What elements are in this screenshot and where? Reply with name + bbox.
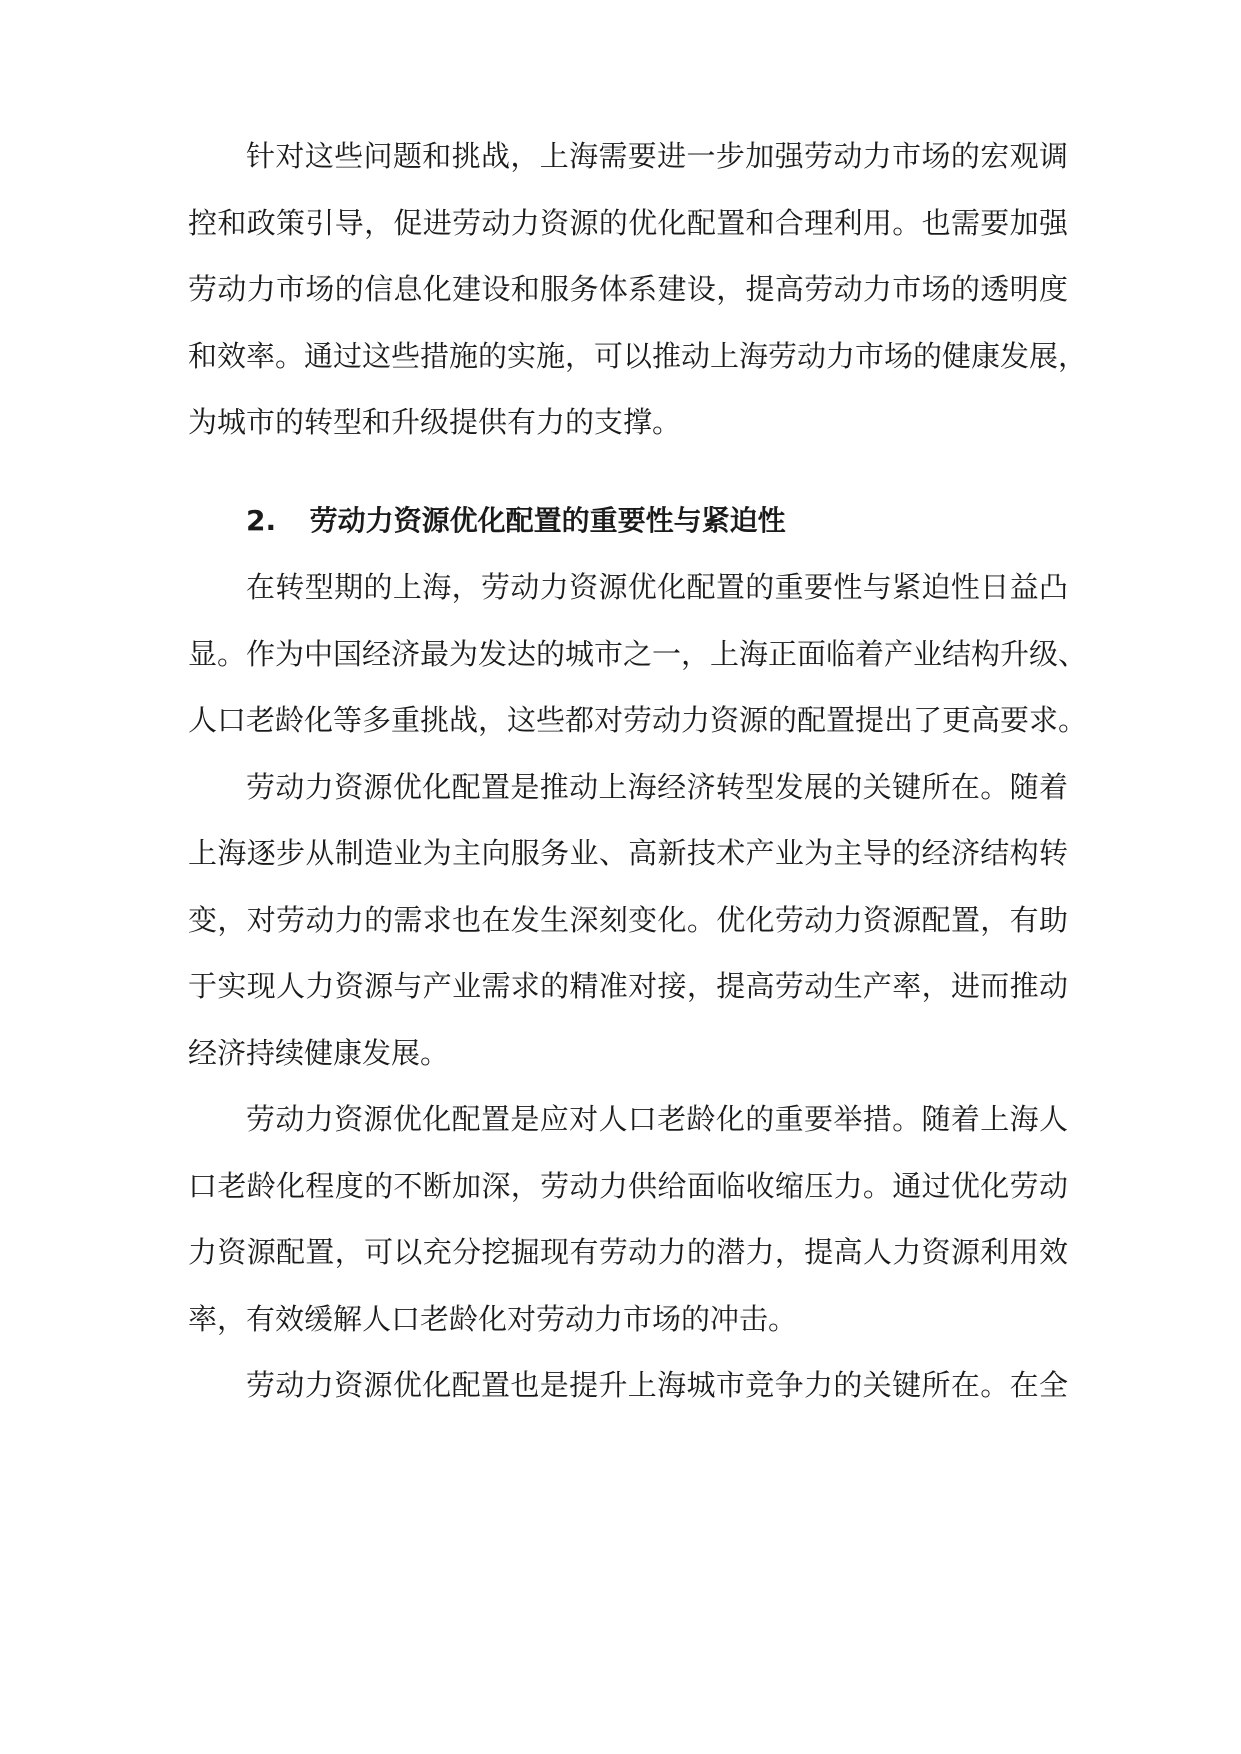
- section-paragraph-2-line-4: 于实现人力资源与产业需求的精准对接，提高劳动生产率，进而推动: [188, 969, 1068, 1003]
- section-paragraph-3-line-2: 口老龄化程度的不断加深，劳动力供给面临收缩压力。通过优化劳动: [188, 1169, 1068, 1203]
- section-paragraph-3-line-4: 率，有效缓解人口老龄化对劳动力市场的冲击。: [188, 1302, 798, 1336]
- section-paragraph-4-line-1: 劳动力资源优化配置也是提升上海城市竞争力的关键所在。在全: [246, 1368, 1068, 1402]
- section-paragraph-2-line-1: 劳动力资源优化配置是推动上海经济转型发展的关键所在。随着: [246, 770, 1068, 804]
- section-paragraph-3-line-3: 力资源配置，可以充分挖掘现有劳动力的潜力，提高人力资源利用效: [188, 1235, 1068, 1269]
- section-heading-title: 劳动力资源优化配置的重要性与紧迫性: [309, 504, 786, 537]
- section-heading: [246, 501, 786, 541]
- section-paragraph-1-line-2: 显。作为中国经济最为发达的城市之一，上海正面临着产业结构升级、: [188, 637, 1088, 671]
- section-paragraph-1-line-3: 人口老龄化等多重挑战，这些都对劳动力资源的配置提出了更高要求。: [188, 703, 1088, 737]
- paragraph-1-line-3: 劳动力市场的信息化建设和服务体系建设，提高劳动力市场的透明度: [188, 272, 1068, 306]
- section-paragraph-2-line-2: 上海逐步从制造业为主向服务业、高新技术产业为主导的经济结构转: [188, 836, 1068, 870]
- section-paragraph-2-line-5: 经济持续健康发展。: [188, 1036, 450, 1070]
- paragraph-1-line-5: 为城市的转型和升级提供有力的支撑。: [188, 405, 682, 439]
- paragraph-1-line-4: 和效率。通过这些措施的实施，可以推动上海劳动力市场的健康发展，: [188, 339, 1088, 373]
- paragraph-1-line-2: 控和政策引导，促进劳动力资源的优化配置和合理利用。也需要加强: [188, 206, 1068, 240]
- section-paragraph-2-line-3: 变，对劳动力的需求也在发生深刻变化。优化劳动力资源配置，有助: [188, 903, 1068, 937]
- paragraph-1-line-1: 针对这些问题和挑战，上海需要进一步加强劳动力市场的宏观调: [246, 139, 1068, 173]
- section-heading-number: 2.: [246, 504, 277, 537]
- section-paragraph-1-line-1: 在转型期的上海，劳动力资源优化配置的重要性与紧迫性日益凸: [246, 570, 1068, 604]
- section-paragraph-3-line-1: 劳动力资源优化配置是应对人口老龄化的重要举措。随着上海人: [246, 1102, 1068, 1136]
